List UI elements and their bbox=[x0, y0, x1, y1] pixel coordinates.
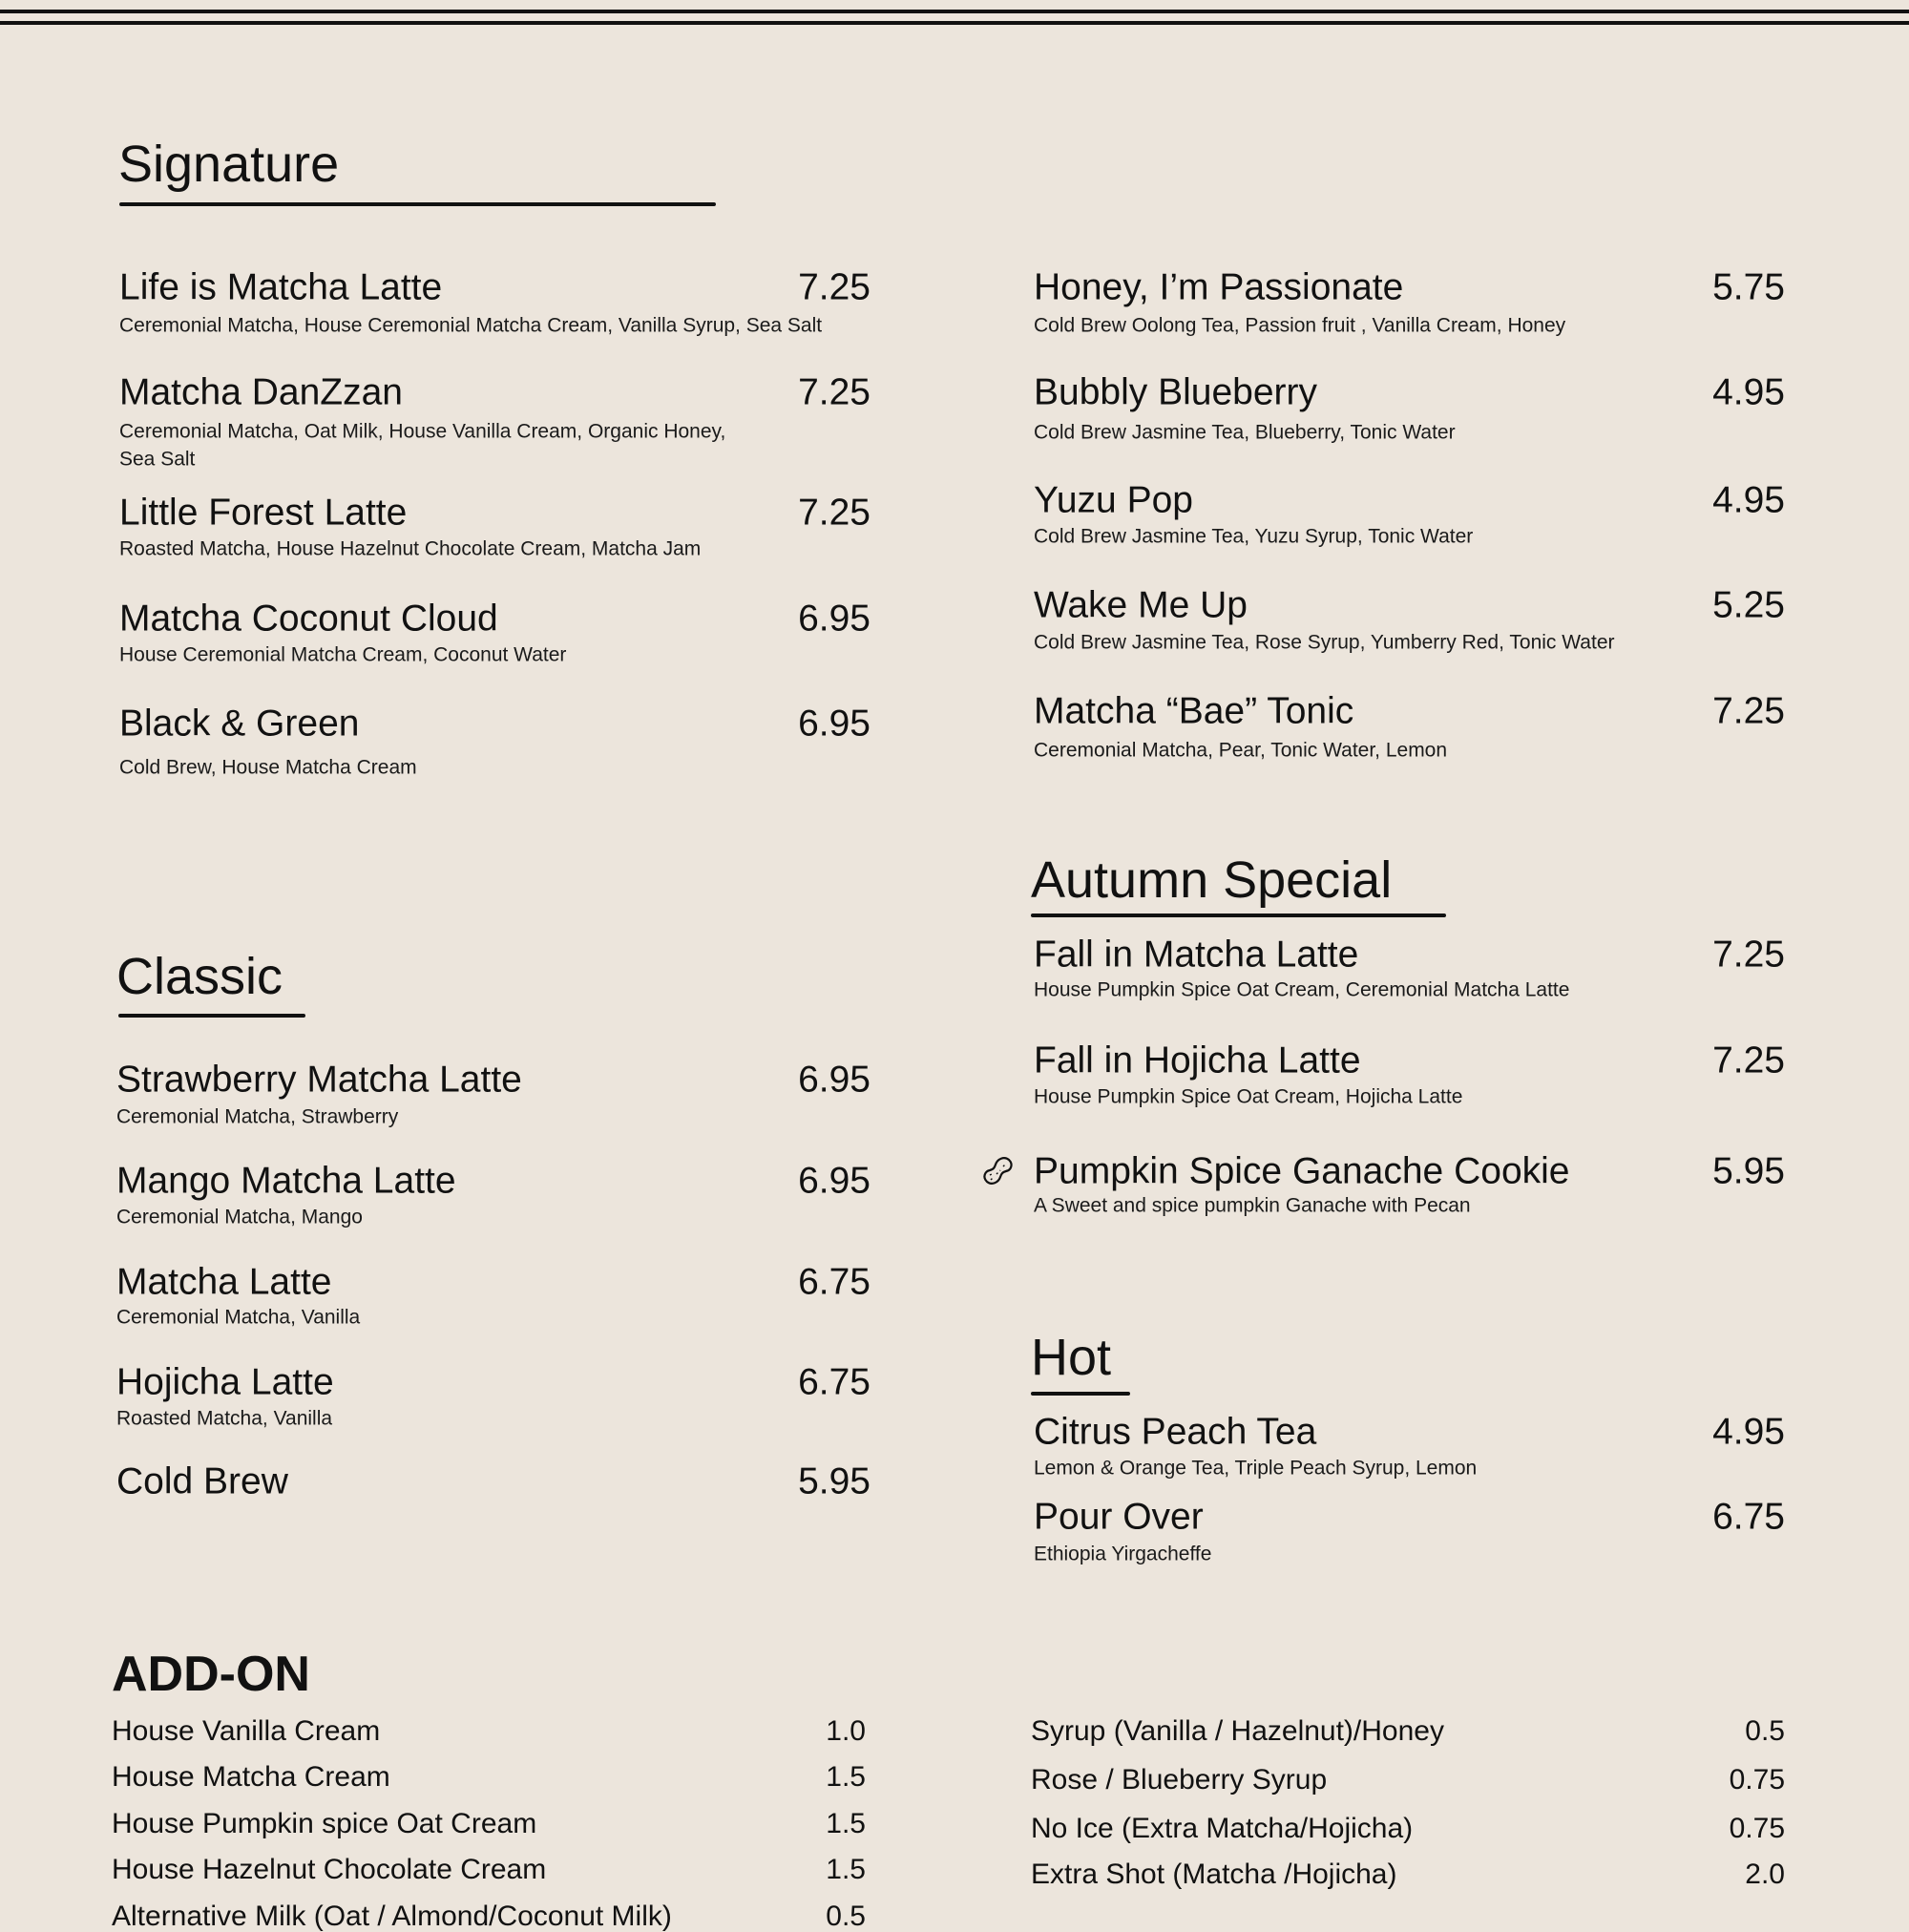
addon-name: Extra Shot (Matcha /Hojicha) bbox=[1031, 1858, 1397, 1890]
addon-name: House Pumpkin spice Oat Cream bbox=[112, 1808, 537, 1839]
item-price: 5.95 bbox=[1712, 1150, 1785, 1192]
section-heading: ADD-ON bbox=[112, 1647, 310, 1702]
item-name: Pumpkin Spice Ganache Cookie bbox=[1034, 1150, 1570, 1192]
addon-name: No Ice (Extra Matcha/Hojicha) bbox=[1031, 1813, 1414, 1844]
item-name: Black & Green bbox=[119, 703, 360, 745]
item-name: Matcha Latte bbox=[116, 1261, 332, 1303]
item-description: A Sweet and spice pumpkin Ganache with Pecan bbox=[1034, 1194, 1471, 1217]
item-price: 7.25 bbox=[798, 266, 871, 308]
section-heading: Hot bbox=[1031, 1329, 1112, 1386]
addon-price: 0.75 bbox=[1729, 1764, 1785, 1796]
addon-name: House Matcha Cream bbox=[112, 1761, 390, 1793]
item-description: Roasted Matcha, House Hazelnut Chocolate Cream, Matcha Jam bbox=[119, 537, 702, 560]
item-name: Yuzu Pop bbox=[1034, 479, 1193, 521]
item-name: Matcha DanZzan bbox=[119, 371, 403, 413]
section-heading: Classic bbox=[116, 948, 283, 1005]
item-name: Citrus Peach Tea bbox=[1034, 1411, 1317, 1453]
item-price: 7.25 bbox=[798, 371, 871, 413]
item-name: Little Forest Latte bbox=[119, 492, 408, 534]
item-name: Mango Matcha Latte bbox=[116, 1160, 456, 1202]
item-description: House Pumpkin Spice Oat Cream, Hojicha Latte bbox=[1034, 1085, 1463, 1108]
addon-name: Syrup (Vanilla / Hazelnut)/Honey bbox=[1031, 1715, 1444, 1747]
item-price: 6.75 bbox=[798, 1261, 871, 1303]
item-price: 5.25 bbox=[1712, 584, 1785, 626]
heading-underline bbox=[1031, 1392, 1130, 1396]
item-price: 7.25 bbox=[1712, 934, 1785, 976]
addon-price: 2.0 bbox=[1745, 1858, 1785, 1890]
top-rule bbox=[0, 21, 1909, 25]
item-description: Cold Brew, House Matcha Cream bbox=[119, 756, 417, 779]
item-price: 7.25 bbox=[798, 492, 871, 534]
item-price: 6.75 bbox=[1712, 1496, 1785, 1538]
addon-price: 0.5 bbox=[1745, 1715, 1785, 1747]
item-name: Pour Over bbox=[1034, 1496, 1204, 1538]
item-price: 6.95 bbox=[798, 703, 871, 745]
item-price: 5.75 bbox=[1712, 266, 1785, 308]
item-description: Ceremonial Matcha, Vanilla bbox=[116, 1306, 361, 1329]
item-price: 6.95 bbox=[798, 598, 871, 640]
item-name: Strawberry Matcha Latte bbox=[116, 1059, 522, 1101]
addon-name: House Vanilla Cream bbox=[112, 1715, 381, 1747]
item-description: House Ceremonial Matcha Cream, Coconut Water bbox=[119, 643, 567, 666]
addon-price: 1.5 bbox=[826, 1808, 866, 1839]
item-description: Ceremonial Matcha, Oat Milk, House Vanilla Cream, Organic Honey, bbox=[119, 420, 726, 443]
addon-name: Alternative Milk (Oat / Almond/Coconut Milk) bbox=[112, 1900, 672, 1932]
section-heading: Autumn Special bbox=[1031, 851, 1393, 909]
item-price: 7.25 bbox=[1712, 690, 1785, 732]
item-description: Sea Salt bbox=[119, 448, 196, 471]
addon-price: 1.5 bbox=[826, 1854, 866, 1885]
item-price: 6.75 bbox=[798, 1361, 871, 1403]
addon-price: 1.5 bbox=[826, 1761, 866, 1793]
item-price: 4.95 bbox=[1712, 1411, 1785, 1453]
item-description: Ethiopia Yirgacheffe bbox=[1034, 1543, 1212, 1565]
item-name: Cold Brew bbox=[116, 1460, 288, 1502]
item-description: Cold Brew Jasmine Tea, Rose Syrup, Yumberry Red, Tonic Water bbox=[1034, 631, 1615, 654]
item-description: Cold Brew Jasmine Tea, Blueberry, Tonic Water bbox=[1034, 421, 1456, 444]
item-name: Matcha “Bae” Tonic bbox=[1034, 690, 1354, 732]
addon-price: 1.0 bbox=[826, 1715, 866, 1747]
item-price: 4.95 bbox=[1712, 479, 1785, 521]
peanut-allergen-icon bbox=[979, 1151, 1019, 1191]
item-price: 4.95 bbox=[1712, 371, 1785, 413]
item-description: Cold Brew Oolong Tea, Passion fruit , Vanilla Cream, Honey bbox=[1034, 314, 1566, 337]
item-price: 6.95 bbox=[798, 1160, 871, 1202]
item-description: Cold Brew Jasmine Tea, Yuzu Syrup, Tonic Water bbox=[1034, 525, 1474, 548]
item-description: Ceremonial Matcha, Mango bbox=[116, 1206, 363, 1228]
item-description: Roasted Matcha, Vanilla bbox=[116, 1407, 333, 1430]
section-heading: Signature bbox=[118, 136, 340, 193]
item-name: Bubbly Blueberry bbox=[1034, 371, 1317, 413]
addon-name: House Hazelnut Chocolate Cream bbox=[112, 1854, 547, 1885]
item-name: Matcha Coconut Cloud bbox=[119, 598, 498, 640]
item-name: Honey, I’m Passionate bbox=[1034, 266, 1404, 308]
addon-price: 0.75 bbox=[1729, 1813, 1785, 1844]
item-description: Ceremonial Matcha, Strawberry bbox=[116, 1105, 399, 1128]
item-price: 6.95 bbox=[798, 1059, 871, 1101]
item-name: Life is Matcha Latte bbox=[119, 266, 443, 308]
item-description: House Pumpkin Spice Oat Cream, Ceremonial Matcha Latte bbox=[1034, 978, 1570, 1001]
item-description: Ceremonial Matcha, Pear, Tonic Water, Lemon bbox=[1034, 739, 1448, 762]
top-rule bbox=[0, 10, 1909, 13]
item-name: Fall in Hojicha Latte bbox=[1034, 1040, 1361, 1082]
item-description: Lemon & Orange Tea, Triple Peach Syrup, Lemon bbox=[1034, 1457, 1478, 1480]
addon-name: Rose / Blueberry Syrup bbox=[1031, 1764, 1328, 1796]
item-price: 5.95 bbox=[798, 1460, 871, 1502]
item-name: Hojicha Latte bbox=[116, 1361, 334, 1403]
heading-underline bbox=[119, 202, 716, 206]
heading-underline bbox=[118, 1014, 305, 1018]
item-name: Wake Me Up bbox=[1034, 584, 1248, 626]
addon-price: 0.5 bbox=[826, 1900, 866, 1932]
item-description: Ceremonial Matcha, House Ceremonial Matcha Cream, Vanilla Syrup, Sea Salt bbox=[119, 314, 823, 337]
heading-underline bbox=[1031, 914, 1446, 917]
item-name: Fall in Matcha Latte bbox=[1034, 934, 1359, 976]
item-price: 7.25 bbox=[1712, 1040, 1785, 1082]
